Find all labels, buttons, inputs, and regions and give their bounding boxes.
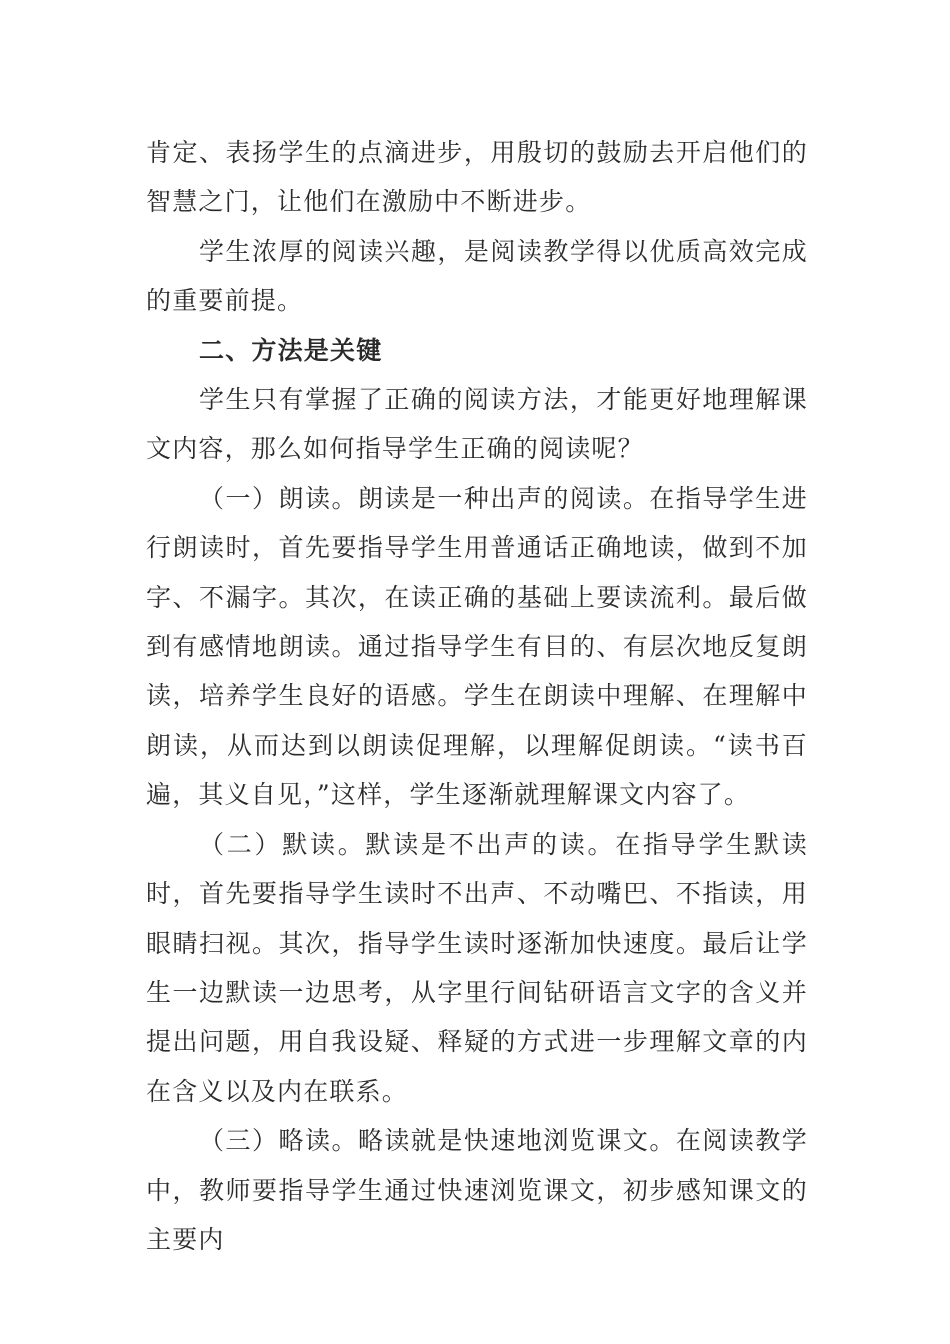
paragraph-silent-reading: （二）默读。默读是不出声的读。在指导学生默读时，首先要指导学生读时不出声、不动嘴巴、不指读，用眼睛扫视。其次，指导学生读时逐渐加快速度。最后让学生一边默读一边思考，从字里行间钻研语言文字的含义并提出问题，用自我设疑、释疑的方式进一步理解文章的内在含义以及内在联系。 xyxy=(146,829,808,1106)
section-heading: 二、方法是关键 xyxy=(199,335,383,365)
paragraph-reading-aloud: （一）朗读。朗读是一种出声的阅读。在指导学生进行朗读时，首先要指导学生用普通话正确地读，做到不加字、不漏字。其次，在读正确的基础上要读流利。最后做到有感情地朗读。通过指导学生有目的、有层次地反复朗读，培养学生良好的语感。学生在朗读中理解、在理解中朗读，从而达到以朗读促理解，以理解促朗读。“读书百遍，其义自见，”这样，学生逐渐就理解课文内容了。 xyxy=(146,483,808,810)
paragraph-method-intro: 学生只有掌握了正确的阅读方法，才能更好地理解课文内容，那么如何指导学生正确的阅读呢？ xyxy=(146,385,808,464)
paragraph-reading-interest: 学生浓厚的阅读兴趣，是阅读教学得以优质高效完成的重要前提。 xyxy=(146,236,808,316)
document-body xyxy=(146,128,808,1264)
paragraph-continuation: 肯定、表扬学生的点滴进步，用殷切的鼓励去开启他们的智慧之门，让他们在激励中不断进步。 xyxy=(146,138,808,217)
paragraph-skimming: （三）略读。略读就是快速地浏览课文。在阅读教学中，教师要指导学生通过快速浏览课文，初步感知课文的主要内 xyxy=(146,1126,808,1254)
